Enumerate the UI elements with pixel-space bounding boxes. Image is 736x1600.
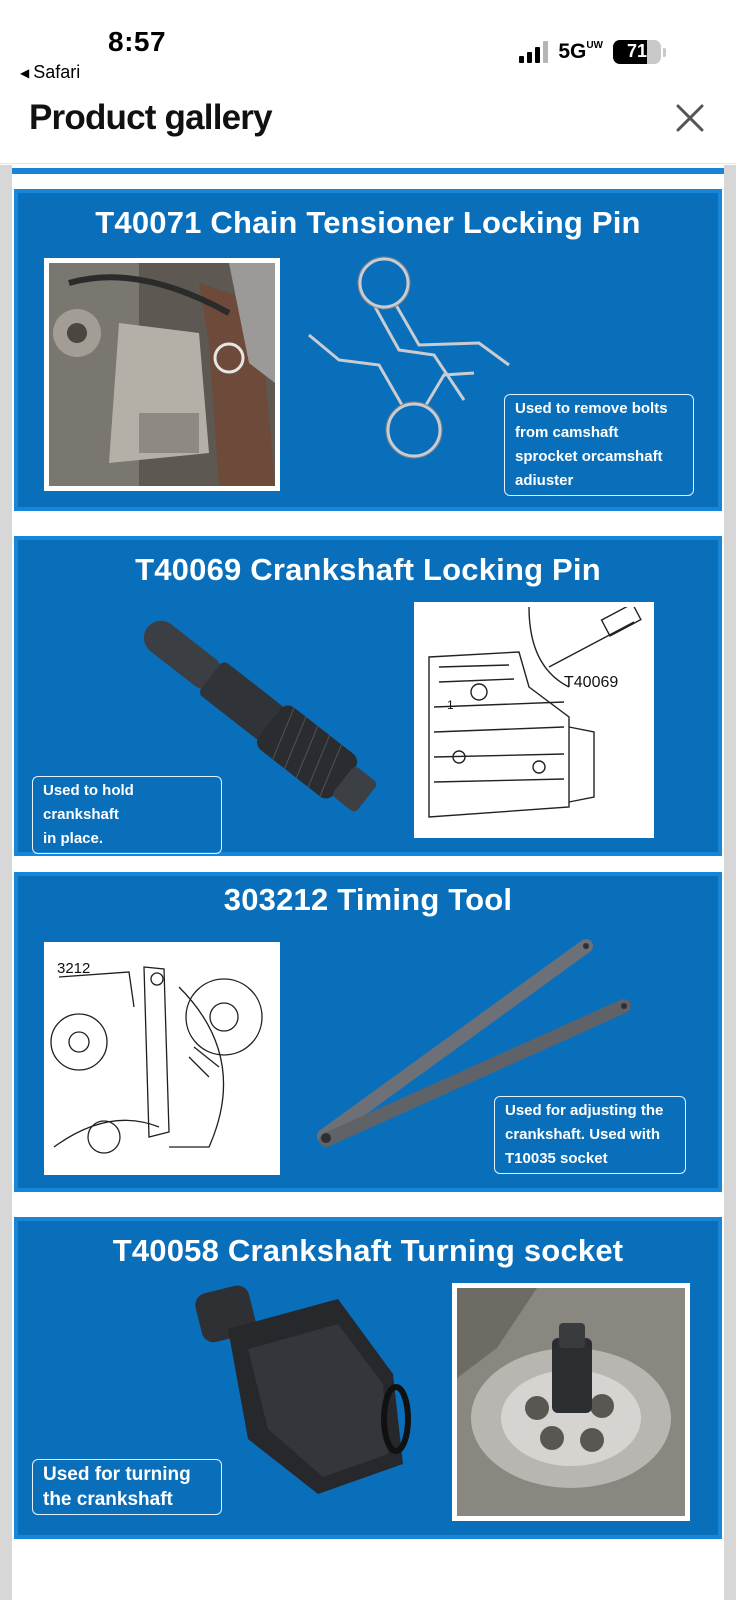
engine-photo-illustration bbox=[49, 263, 275, 486]
back-app-label: Safari bbox=[33, 62, 81, 82]
network-badge: UW bbox=[586, 40, 603, 51]
cellular-signal-icon bbox=[519, 41, 548, 63]
card-chain-tensioner-pin bbox=[14, 189, 722, 511]
accent-strip bbox=[12, 168, 724, 174]
product-gallery[interactable] bbox=[0, 165, 736, 1600]
engine-diagram-illustration bbox=[419, 607, 649, 833]
card-title: 303212 Timing Tool bbox=[223, 882, 513, 917]
turning-socket-tool bbox=[188, 1279, 418, 1509]
gallery-header bbox=[0, 92, 736, 164]
battery-tip bbox=[663, 48, 666, 57]
locking-pin-illustration bbox=[304, 255, 524, 475]
socket-in-use-photo bbox=[452, 1283, 690, 1521]
card-caption: Used for turning the crankshaft bbox=[32, 1459, 222, 1515]
timing-diagram-illustration bbox=[49, 947, 275, 1170]
status-bar bbox=[0, 0, 736, 92]
diagram-number: 1 bbox=[447, 698, 454, 712]
page-title: Product gallery bbox=[29, 98, 272, 137]
status-time: 8:57 bbox=[108, 26, 167, 57]
card-title: T40071 Chain Tensioner Locking Pin bbox=[95, 205, 641, 240]
card-title: T40058 Crankshaft Turning socket bbox=[112, 1233, 624, 1268]
card-title: T40069 Crankshaft Locking Pin bbox=[135, 552, 601, 587]
gallery-image bbox=[12, 165, 724, 1600]
back-triangle-icon: ◀ bbox=[20, 65, 30, 80]
diagram-label: 3212 bbox=[57, 960, 91, 977]
card-crankshaft-locking-pin bbox=[14, 536, 722, 856]
diagram-label: T40069 bbox=[564, 674, 619, 691]
back-to-app-button[interactable] bbox=[20, 62, 80, 83]
card-caption: Used to hold crankshaft in place. bbox=[32, 776, 222, 854]
close-button[interactable] bbox=[670, 98, 710, 138]
card-crankshaft-turning-socket bbox=[14, 1217, 722, 1539]
close-icon bbox=[670, 98, 710, 138]
card-timing-tool bbox=[14, 872, 722, 1192]
engine-diagram bbox=[414, 602, 654, 838]
engine-photo bbox=[44, 258, 280, 491]
card-caption: Used for adjusting the crankshaft. Used with T10035 socket bbox=[494, 1096, 686, 1174]
battery-icon bbox=[613, 40, 661, 64]
card-caption: Used to remove bolts from camshaft sprocket orcamshaft adiuster bbox=[504, 394, 694, 496]
battery-percent: 71 bbox=[626, 41, 648, 61]
timing-diagram bbox=[44, 942, 280, 1175]
locking-pin-tools bbox=[304, 255, 524, 475]
network-type: $5G^{UW}$ bbox=[558, 40, 603, 63]
status-indicators bbox=[519, 40, 666, 64]
turning-socket-illustration bbox=[188, 1279, 418, 1509]
socket-in-use-illustration bbox=[457, 1288, 685, 1516]
